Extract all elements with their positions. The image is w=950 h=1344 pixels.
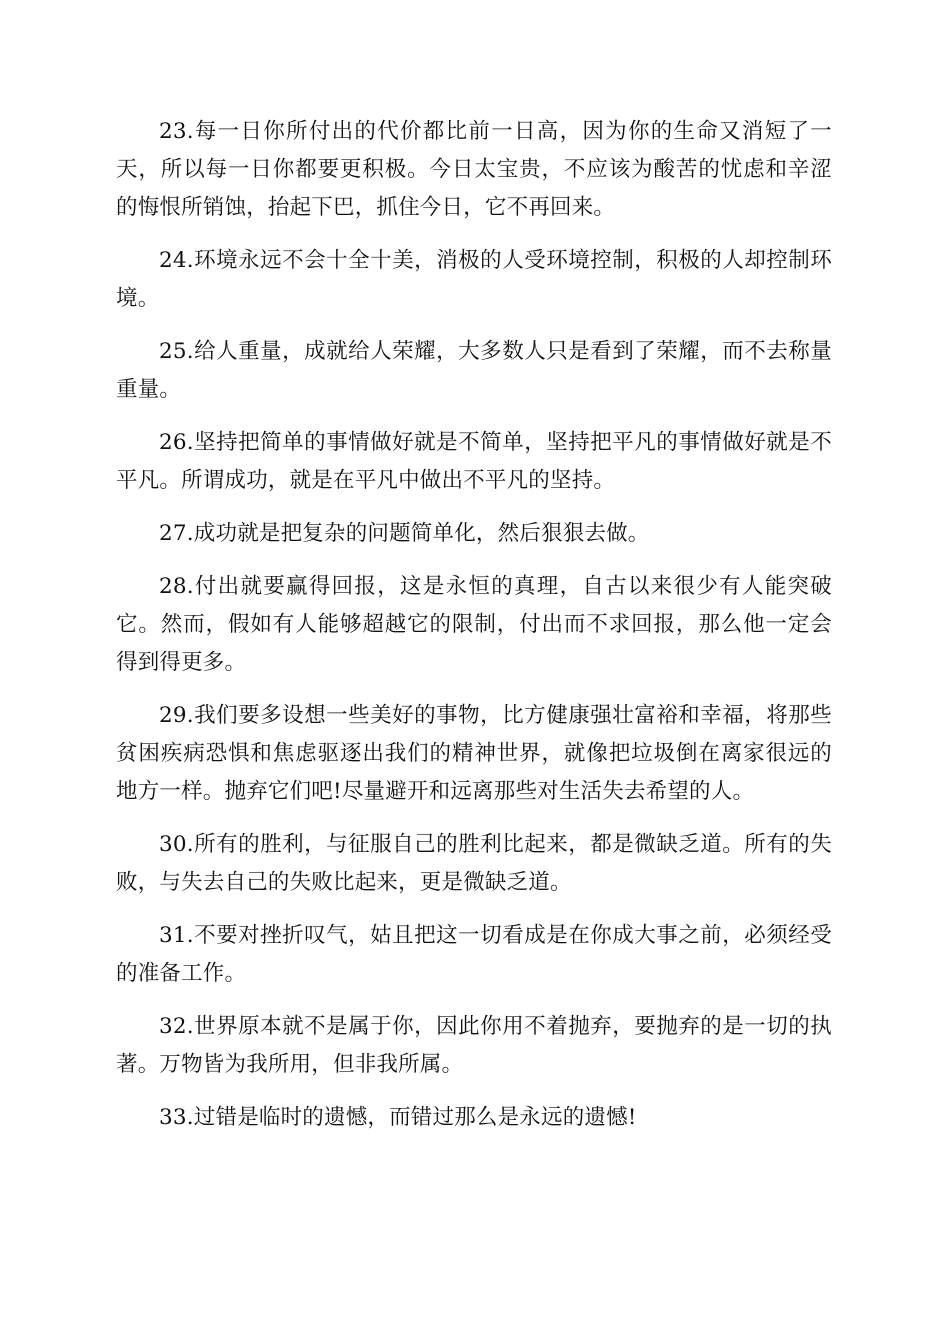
paragraph-27: 27.成功就是把复杂的问题简单化，然后狠狠去做。 — [159, 521, 650, 546]
paragraph-28: 28.付出就要赢得回报，这是永恒的真理，自古以来很少有人能突破它。然而，假如有人能够超越它的限制，付出而不求回报，那么他一定会得到得更多。 — [116, 574, 832, 675]
paragraph-33: 33.过错是临时的遗憾，而错过那么是永远的遗憾! — [159, 1105, 637, 1130]
paragraph-24: 24.环境永远不会十全十美，消极的人受环境控制，积极的人却控制环境。 — [116, 248, 832, 311]
paragraph-31: 31.不要对挫折叹气，姑且把这一切看成是在你成大事之前，必须经受的准备工作。 — [116, 923, 832, 986]
document-page — [116, 113, 832, 1152]
paragraph-29: 29.我们要多设想一些美好的事物，比方健康强壮富裕和幸福，将那些贫困疾病恐惧和焦虑驱逐出我们的精神世界，就像把垃圾倒在离家很远的地方一样。抛弃它们吧!尽量避开和远离那些对生活失去希望的人。 — [116, 703, 832, 804]
paragraph-30: 30.所有的胜利，与征服自己的胜利比起来，都是微缺乏道。所有的失败，与失去自己的失败比起来，更是微缺乏道。 — [116, 832, 832, 895]
paragraph-26: 26.坚持把简单的事情做好就是不简单，坚持把平凡的事情做好就是不平凡。所谓成功，就是在平凡中做出不平凡的坚持。 — [116, 430, 832, 493]
paragraph-23: 23.每一日你所付出的代价都比前一日高，因为你的生命又消短了一天，所以每一日你都要更积极。今日太宝贵，不应该为酸苦的忧虑和辛涩的悔恨所销蚀，抬起下巴，抓住今日，它不再回来。 — [116, 119, 832, 220]
paragraph-32: 32.世界原本就不是属于你，因此你用不着抛弃，要抛弃的是一切的执著。万物皆为我所用，但非我所属。 — [116, 1014, 832, 1077]
paragraph-25: 25.给人重量，成就给人荣耀，大多数人只是看到了荣耀，而不去称量重量。 — [116, 339, 832, 402]
